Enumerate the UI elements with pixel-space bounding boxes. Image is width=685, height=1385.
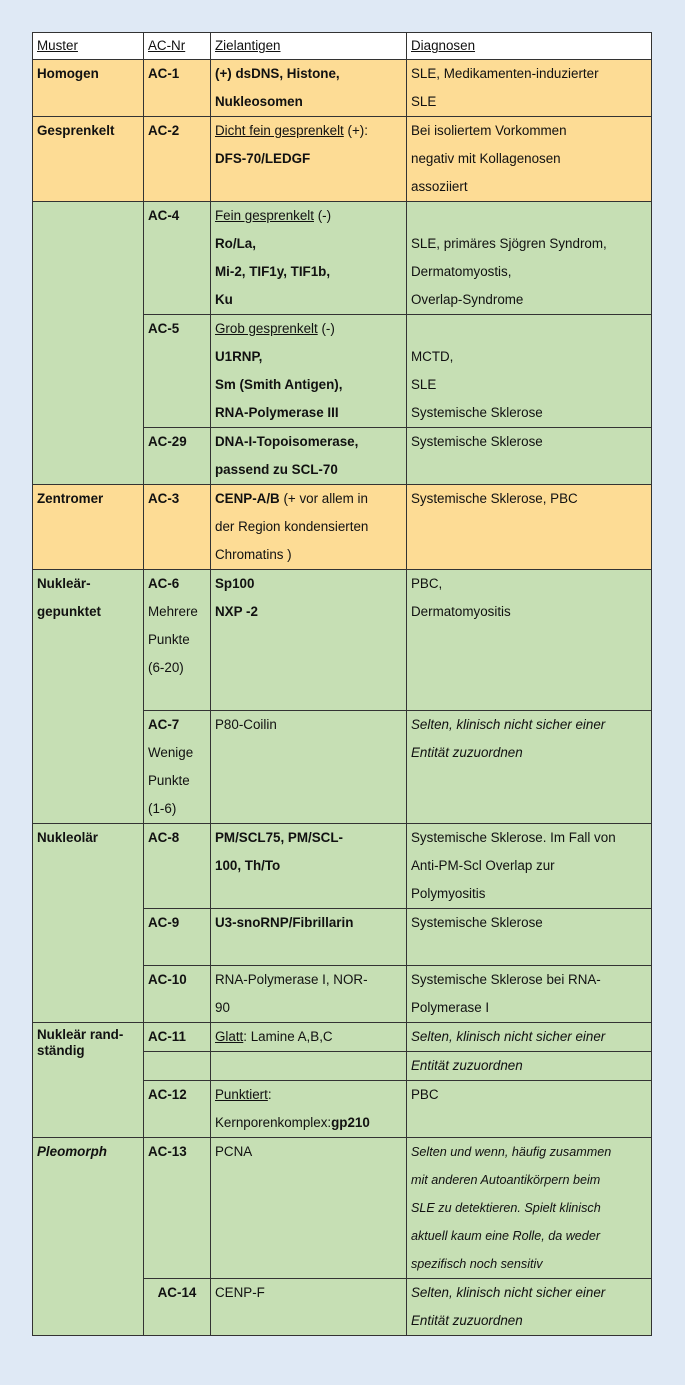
zielantigen-cell: U3-snoRNP/Fibrillarin xyxy=(211,909,407,966)
acnr-cell-empty xyxy=(144,1052,211,1081)
header-diagnosen: Diagnosen xyxy=(407,33,652,60)
diagnose-cell: Selten, klinisch nicht sicher einer Entität zuzuordnen xyxy=(407,711,652,824)
zielantigen-cell: Glatt: Lamine A,B,C xyxy=(211,1023,407,1052)
muster-cell: Zentromer xyxy=(33,485,144,570)
muster-cell: Nukleär rand- ständig xyxy=(33,1023,144,1138)
table-row xyxy=(33,60,652,117)
muster-cell: Gesprenkelt xyxy=(33,117,144,202)
acnr-cell: AC-3 xyxy=(144,485,211,570)
zielantigen-cell: DNA-I-Topoisomerase, passend zu SCL-70 xyxy=(211,428,407,485)
acnr-cell: AC-9 xyxy=(144,909,211,966)
acnr-cell: AC-29 xyxy=(144,428,211,485)
muster-cell-empty xyxy=(33,202,144,485)
table-row xyxy=(33,117,652,202)
acnr-cell: AC-7 Wenige Punkte (1-6) xyxy=(144,711,211,824)
acnr-cell: AC-1 xyxy=(144,60,211,117)
zielantigen-cell: (+) dsDNS, Histone, Nukleosomen xyxy=(211,60,407,117)
table-header-row xyxy=(33,33,652,60)
diagnose-cell: Selten, klinisch nicht sicher einer Entität zuzuordnen xyxy=(407,1279,652,1336)
diagnose-cell: SLE, primäres Sjögren Syndrom, Dermatomyostis, Overlap-Syndrome xyxy=(407,202,652,315)
table-row xyxy=(33,1023,652,1052)
diagnose-cell: Systemische Sklerose xyxy=(407,428,652,485)
acnr-cell: AC-13 xyxy=(144,1138,211,1279)
diagnose-cell: MCTD, SLE Systemische Sklerose xyxy=(407,315,652,428)
diagnose-cell: Systemische Sklerose, PBC xyxy=(407,485,652,570)
muster-cell: Nukleär- gepunktet xyxy=(33,570,144,824)
acnr-cell: AC-2 xyxy=(144,117,211,202)
table-row xyxy=(33,485,652,570)
header-acnr: AC-Nr xyxy=(144,33,211,60)
diagnose-cell: SLE, Medikamenten-induzierter SLE xyxy=(407,60,652,117)
diagnose-cell: Bei isoliertem Vorkommen negativ mit Kollagenosen assoziiert xyxy=(407,117,652,202)
diagnose-cell: PBC, Dermatomyositis xyxy=(407,570,652,711)
zielantigen-cell: Punktiert: Kernporenkomplex:gp210 xyxy=(211,1081,407,1138)
zielantigen-cell: P80-Coilin xyxy=(211,711,407,824)
zielantigen-cell: CENP-F xyxy=(211,1279,407,1336)
acnr-cell: AC-8 xyxy=(144,824,211,909)
acnr-cell: AC-14 xyxy=(144,1279,211,1336)
acnr-cell: AC-10 xyxy=(144,966,211,1023)
acnr-cell: AC-6 Mehrere Punkte (6-20) xyxy=(144,570,211,711)
table-row xyxy=(33,1138,652,1279)
zielantigen-cell: PCNA xyxy=(211,1138,407,1279)
table-row xyxy=(33,202,652,315)
acnr-cell: AC-11 xyxy=(144,1023,211,1052)
muster-cell: Nukleolär xyxy=(33,824,144,1023)
acnr-cell: AC-12 xyxy=(144,1081,211,1138)
diagnose-cell: Systemische Sklerose bei RNA- Polymerase I xyxy=(407,966,652,1023)
diagnose-cell: Systemische Sklerose. Im Fall von Anti-PM-Scl Overlap zur Polymyositis xyxy=(407,824,652,909)
antibody-pattern-table xyxy=(32,32,652,1336)
muster-cell: Homogen xyxy=(33,60,144,117)
zielantigen-cell: Dicht fein gesprenkelt (+): DFS-70/LEDGF xyxy=(211,117,407,202)
acnr-cell: AC-4 xyxy=(144,202,211,315)
header-zielantigen: Zielantigen xyxy=(211,33,407,60)
diagnose-cell: Entität zuzuordnen xyxy=(407,1052,652,1081)
zielantigen-cell-empty xyxy=(211,1052,407,1081)
zielantigen-cell: PM/SCL75, PM/SCL- 100, Th/To xyxy=(211,824,407,909)
header-muster: Muster xyxy=(33,33,144,60)
diagnose-cell: Selten und wenn, häufig zusammen mit anderen Autoantikörpern beim SLE zu detektieren. Spielt klinisch aktuell kaum eine Rolle, da weder spezifisch noch sensitiv xyxy=(407,1138,652,1279)
zielantigen-cell: CENP-A/B (+ vor allem in der Region kondensierten Chromatins ) xyxy=(211,485,407,570)
zielantigen-cell: Fein gesprenkelt (-) Ro/La, Mi-2, TIF1y, TIF1b, Ku xyxy=(211,202,407,315)
zielantigen-cell: RNA-Polymerase I, NOR- 90 xyxy=(211,966,407,1023)
zielantigen-cell: Grob gesprenkelt (-) U1RNP, Sm (Smith Antigen), RNA-Polymerase III xyxy=(211,315,407,428)
zielantigen-cell: Sp100 NXP -2 xyxy=(211,570,407,711)
diagnose-cell: Selten, klinisch nicht sicher einer xyxy=(407,1023,652,1052)
table-row xyxy=(33,570,652,711)
diagnose-cell: PBC xyxy=(407,1081,652,1138)
table-row xyxy=(33,824,652,909)
muster-cell: Pleomorph xyxy=(33,1138,144,1336)
acnr-cell: AC-5 xyxy=(144,315,211,428)
diagnose-cell: Systemische Sklerose xyxy=(407,909,652,966)
